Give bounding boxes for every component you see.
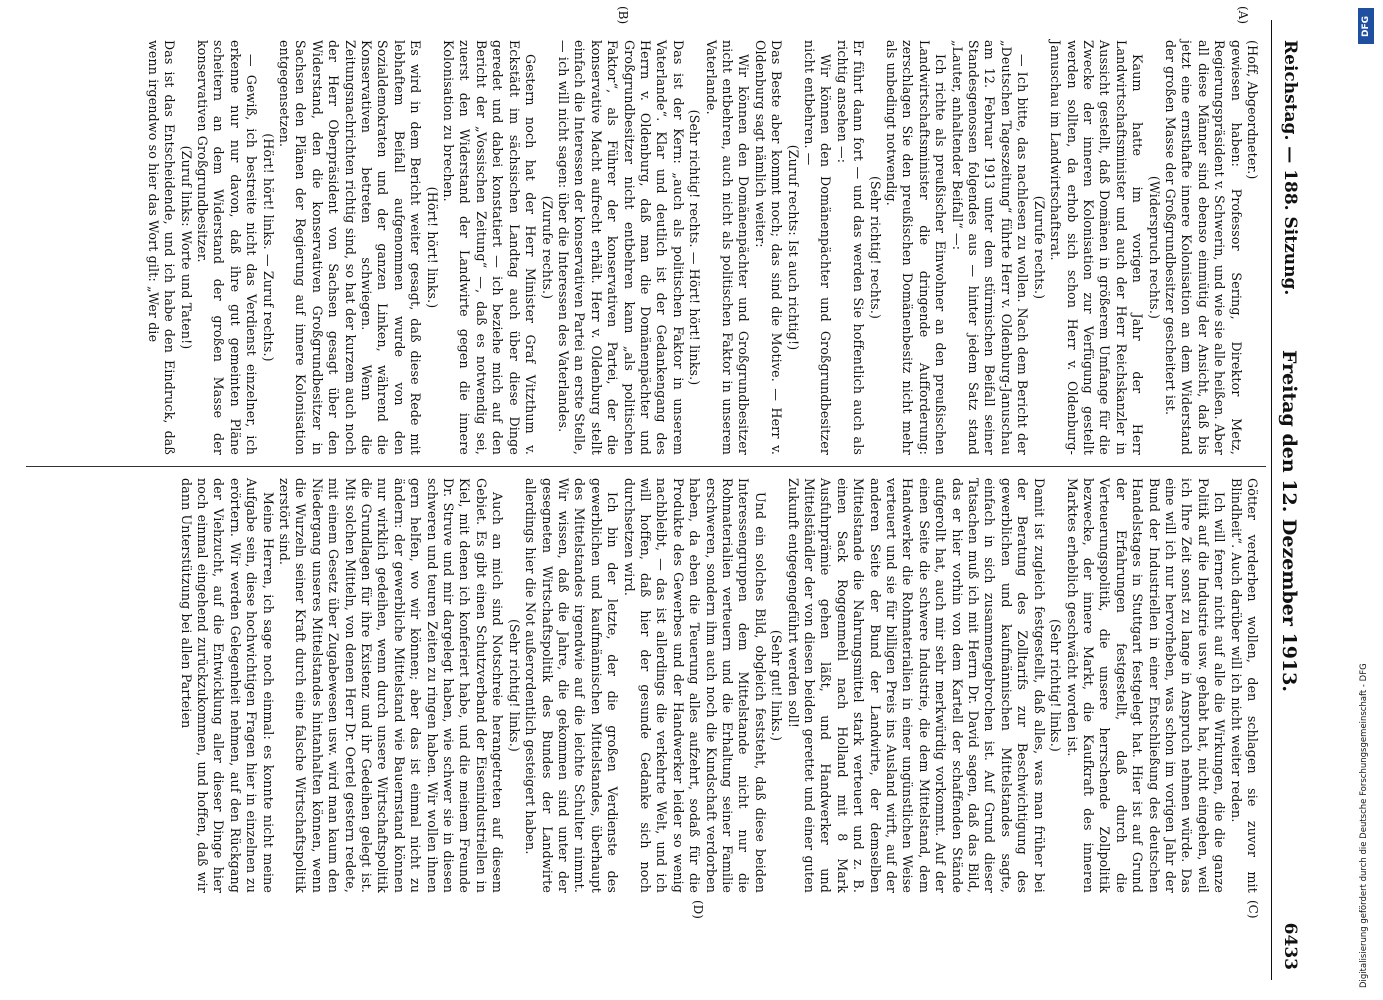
margin-marker-a: (A) [1236, 6, 1250, 25]
margin-marker-b: (B) [616, 6, 630, 25]
paragraph: Damit ist zugleich festgestellt, daß alles, was man früher bei der Beratung des Zolltarifs zur Beschwichtigung des gewerblichen und kaufmännischen Mittelstandes sagte, einfach in sich zusammengebrochen ist. Auf Grund dieser Tatsachen muß ich mit Herrn Dr. David sagen, daß das Bild, das er hier vorhin von dem Kartell der schaffenden Stände aufgerollt hat, auch mir sehr merkwürdig vorkommt. Auf der einen Seite die schwere Industrie, die dem Mittelstand, dem Handwerker die Rohmaterialien in einer ungünstlichen Weise verteuert und sie für billigen Preis ins Ausland wirft, auf der anderen Seite der Bund der Landwirte, der demselben Mittelstande die Nahrungsmittel stark verteuert und z. B. einen Sack Roggenmehl nach Holland mit 8 Mark Ausfuhrprämie gehen läßt, und Handwerker und Mittelständler der von diesen beiden gerettet und einer guten Zukunft entgegengeführt werden soll! [785, 478, 1047, 893]
credit-text: Digitalisierung gefördert durch die Deutsche Forschungsgemeinschaft - DFG [1359, 663, 1369, 988]
paragraph: gewiesen haben: Professor Sering, Direktor Metz, Regierungspräsident v. Schwerin, und wie sie alle heißen. Aber all diese Männer sind ebenso einmütig der Ansicht, daß bis jetzt eine ernsthafte innere Kolonisation an dem Widerstand der großen Masse der Großgrundbesitzer gescheitert ist. [1162, 40, 1244, 455]
paragraph: — Ich bitte, das nachlesen zu wollen. Nach dem Bericht der „Deutschen Tageszeitung“ führte Herr v. Oldenburg-Januschau am 12. Februar 1913 unter dem stürmischen Beifall seiner Standesgenossen folgendes aus — hinter jedem Satz stand „Lauter, anhaltender Beifall“ —: [949, 40, 1031, 455]
paragraph: Gestern noch hat der Herr Minister Graf Vitzthum v. Eckstädt im sächsischen Landtag auch über diese Dinge geredet und dabei konstatiert — ich beziehe mich auf den Bericht der „Vossischen Zeitung“ —, daß es notwendig sei, zuerst den Widerstand der Landwirte gegen die innere Kolonisation zu brechen. [441, 40, 539, 455]
interjection: (Zuruf links: Worte und Taten!) [178, 145, 194, 350]
paragraph: Wir können den Domänenpächter und Großgrundbesitzer nicht entbehren, auch nicht als politischen Faktor in unserem Vaterlande. [703, 40, 752, 455]
paragraph: Ich richte als preußischer Einwohner an den preußischen Landwirtschaftsminister die dringende Aufforderung: zerschlagen Sie den preußischen Domänenbesitz nicht mehr als unbedingt notwendig. [884, 40, 949, 455]
interjection: (Sehr richtig! links.) [506, 618, 522, 753]
paragraph: Es wird in dem Bericht weiter gesagt, daß diese Rede mit lebhaftem Beifall aufgenommen wurde von den Sozialdemokraten und der ganzen Linken, während die Konservativen betreten schwiegen. Wenn die Zeitungsnachrichten richtig sind, so hat der kurzem auch noch der Herr Oberpräsident von Sachsen gesagt über den Widerstand, den die konservativen Großgrundbesitzer in Sachsen den Plänen der Regierung auf innere Kolonisation entgegensetzen. [277, 40, 424, 455]
interjection: (Sehr gut! links.) [769, 629, 785, 742]
right-column [177, 478, 1260, 893]
interjection: (Zurufe rechts.) [1031, 195, 1047, 300]
paragraph: Er führt dann fort — und das werden Sie hoffentlich auch als richtig ansehen —: [834, 40, 867, 455]
paragraph: Und ein solches Bild, obgleich feststeht, daß diese beiden Interessengruppen dem Mittelstande nicht nur die Rohmaterialien verteuern und die Erhaltung seiner Familie erschweren, sondern ihm auch noch die Kundschaft verdorben haben, da eben die Teuerung alles aufzehrt, sodaß für die Produkte des Gewerbes und der Handwerker leider so wenig nachbleibt, — das ist allerdings die verkehrte Welt, und ich will hoffen, daß hier der gesunde Gedanke sich noch durchsetzen wird. [621, 478, 768, 893]
interjection: (Zurufe rechts.) [539, 195, 555, 300]
paragraph: (Hoff, Abgeordneter.) [1245, 40, 1260, 180]
left-column [144, 40, 1260, 455]
paragraph: Das ist der Kern: „auch als politischen Faktor in unserem Vaterlande“. Klar und deutlich ist der Gedankengang des Herrn v. Oldenburg, daß man die Domänenpächter und Großgrundbesitzer nicht entbehren kann „als politischen Faktor“, als Führer der konservativen Partei, der die konservative Macht aufrecht erhält. Herr v. Oldenburg stellt einfach die Interessen der konservativen Partei an erste Stelle, — ich will nicht sagen: über die Interessen des Vaterlandes. [555, 40, 686, 455]
paragraph: Ich bin der letzte, der die großen Verdienste des gewerblichen und kaufmännischen Mittelstandes, überhaupt des Mittelstandes irgendwie auf die leichte Schulter nimmt. Wir wissen, daß die Jahre, die gekommen sind unter der gesegneten Wirtschaftspolitik des Bundes der Landwirte allerdings hier die Not außerordentlich gesteigert haben. [523, 478, 621, 893]
header-left: Reichstag. — 188. Sitzung. [1280, 40, 1300, 296]
margin-marker-d: (D) [691, 900, 705, 919]
margin-marker-c: (C) [1246, 900, 1260, 919]
paragraph: Das Beste aber kommt noch; das sind die Motive. — Herr v. Oldenburg sagt nämlich weiter: [752, 40, 785, 455]
paragraph: Götter verderben wollen, den schlagen sie zuvor mit Blindheit“. Auch darüber will ich nicht weiter reden. [1228, 478, 1260, 893]
paragraph: — Gewiß, ich bestreite nicht das Verdienst einzelner, ich erkenne nur nur davon, daß ihre gut gemeinten Pläne scheitern an dem Widerstand der großen Masse der konservativen Großgrundbesitzer. [195, 40, 260, 455]
paragraph: Das ist das Entscheidende, und ich habe den Eindruck, daß wenn irgendwo so hier das Wort gilt: „Wer die [145, 40, 178, 455]
page-number: 6433 [1280, 922, 1300, 970]
interjection: (Sehr richtig! links.) [1048, 618, 1064, 753]
interjection: (Hört! hört! links.) [424, 186, 440, 309]
header-rule [1271, 20, 1272, 980]
column-divider [26, 466, 1266, 467]
interjection: (Sehr richtig! rechts. — Hört! hört! links.) [687, 109, 703, 386]
interjection: (Hört! hört! links. — Zuruf rechts.) [260, 133, 276, 362]
paragraph: Wir können den Domänenpächter und Großgrundbesitzer nicht entbehren. — [802, 40, 834, 455]
interjection: (Zuruf rechts: Ist auch richtig!) [785, 144, 801, 351]
header-date: Freitag den 12. Dezember 1913. [1278, 350, 1300, 692]
paragraph: Ich will ferner nicht auf alle die Wirkungen, die die ganze Politik auf die Industrie usw. gehabt hat, nicht eingehen, weil ich Ihre Zeit sonst zu lange in Anspruch nehmen würde. Das eine will ich nur hervorheben, was schon im vorigen Jahr der Bund der Industriellen in einer Entschließung des deutschen Handelstages in Stuttgart festgelegt hat. Hier ist auf Grund der Erfahrungen festgestellt, daß durch die Verteuerungspolitik, die unsere herrschende Zollpolitik bezwecke, der innere Markt, die Kaufkraft des inneren Marktes erheblich geschwächt worden ist. [1064, 478, 1228, 893]
paragraph: Kaum hatte im vorigen Jahr der Herr Landwirtschaftsminister und auch der Herr Reichskanzler in Aussicht gestellt, daß Domänen in größerem Umfange für die Zwecke der inneren Kolonisation zur Verfügung gestellt werden sollten, da erhob sich schon Herr v. Oldenburg-Januschau im Landwirtschaftsrat. [1048, 40, 1146, 455]
interjection: (Sehr richtig! rechts.) [867, 175, 883, 320]
page-header [1268, 20, 1322, 980]
paragraph: Meine Herren, ich sage noch einmal: es konnte nicht meine Aufgabe sein, diese hochwichtigen Fragen hier in einzelnen zu erörtern. Wir werden Gelegenheit nehmen, auf den Rückgang der Viehzucht, auf die Entwicklung aller dieser Dinge hier noch einmal eingehend zurückzukommen, und hoffen, daß wir dann Unterstützung bei allen Parteien [178, 478, 276, 893]
digitization-credit [1356, 8, 1378, 992]
dfg-logo: DFG [1358, 8, 1374, 44]
paragraph: Auch an mich sind Notschreie herangetreten auf diesem Gebiet. Es gibt einen Schutzverband der Eisenindustriellen in Kiel, mit denen ich konferiert habe, und die meinem Freunde Dr. Struve und mir dargelegt haben, wie schwer sie in diesen schweren und teuren Zeiten zu ringen haben. Wir wollen ihnen gern helfen, wo wir können; aber das ist einmal nicht zu ändern: der gewerbliche Mittelstand wie Bauernstand können nur wirklich gedeihen, wenn durch unsere Wirtschaftspolitik die Grundlagen für ihre Existenz und ihr Gedeihen gelegt ist. Mit solchen Mitteln, von denen Herr Dr. Oertel gestern redete, mit einem Gesetz über Zugabewesen usw. wird man kaum den Niedergang unseres Mittelstandes hintanhalten können, wenn die Wurzeln seiner Kraft durch eine falsche Wirtschaftspolitik zerstört sind. [277, 478, 506, 893]
interjection: (Widerspruch rechts.) [1146, 175, 1162, 320]
